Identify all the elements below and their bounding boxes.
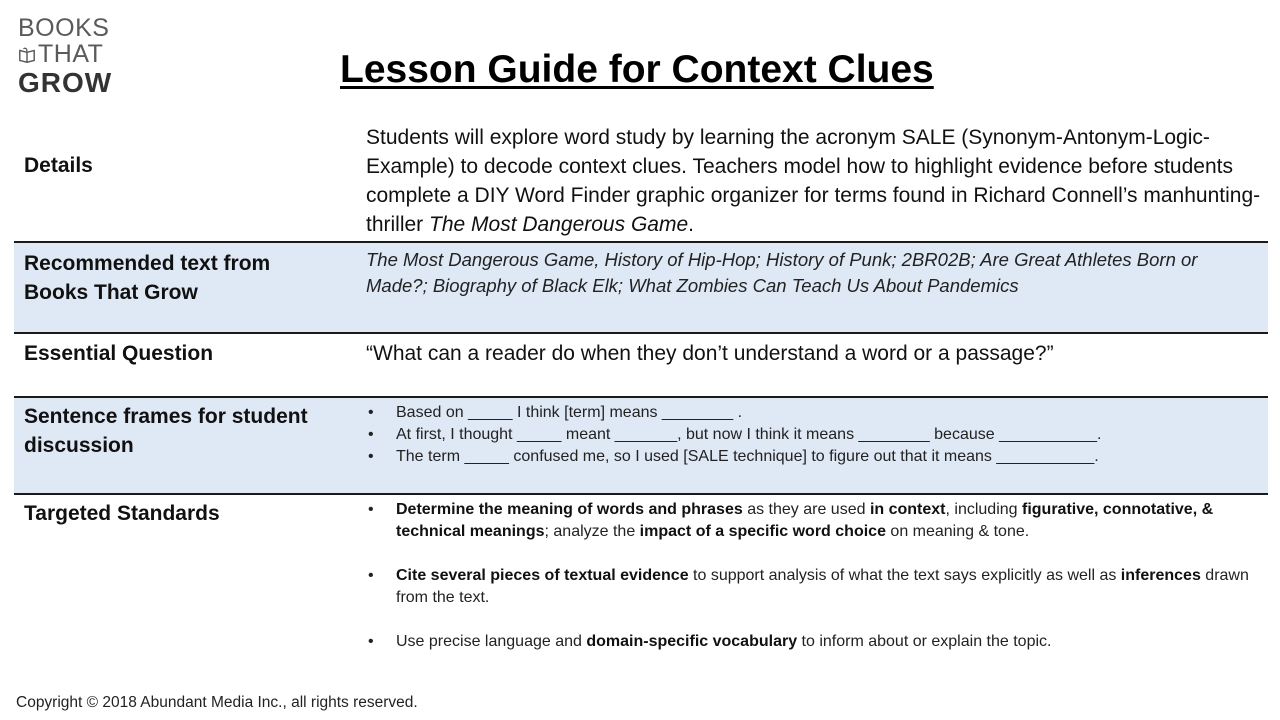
recommended-label: Recommended text from Books That Grow <box>24 252 271 304</box>
standard-text: to inform about or explain the topic. <box>797 633 1052 650</box>
logo-line-grow: GROW <box>18 67 113 98</box>
essential-question-text: “What can a reader do when they don’t understand a word or a passage?” <box>366 342 1054 365</box>
sentence-frames-content <box>366 402 1261 468</box>
essential-question-row <box>14 334 1268 396</box>
essential-question-label: Essential Question <box>24 342 214 365</box>
sentence-frame-item: • At first, I thought _____ meant _______, but now I think it means ________ because ___________. <box>366 424 1261 446</box>
details-text <box>366 123 1261 239</box>
sentence-frames-row <box>14 398 1268 493</box>
standard-item <box>366 565 1261 609</box>
standard-text: drawn from the text. <box>396 567 1249 606</box>
books-that-grow-logo <box>18 16 112 97</box>
standard-text: ; analyze the <box>544 523 640 540</box>
details-text-end: . <box>688 213 694 236</box>
page-title: Lesson Guide for Context Clues <box>340 48 934 91</box>
sentence-frames-list <box>366 402 1261 468</box>
details-text-main: Students will explore word study by learning the acronym SALE (Synonym-Antonym-Logic-Example) to decode context clues. Teachers model how to highlight evidence before students complete a DIY Word Finder graphic organizer for terms found in Richard Connell’s manhunting-thriller <box>366 126 1261 236</box>
standard-bold-text: figurative, connotative, & technical meanings <box>396 501 1214 540</box>
standard-item <box>366 499 1261 543</box>
targeted-standards-content <box>366 499 1261 675</box>
standard-bold-text: inferences <box>1120 567 1201 584</box>
standard-text: Use precise language and <box>396 633 587 650</box>
details-row <box>14 120 1268 242</box>
targeted-standards-label: Targeted Standards <box>24 502 220 525</box>
recommended-text: The Most Dangerous Game, History of Hip-Hop; History of Punk; 2BR02B; Are Great Athletes Born or Made?; Biography of Black Elk; What Zombies Can Teach Us About Pandemics <box>366 249 1198 296</box>
targeted-standards-list <box>366 499 1261 653</box>
standard-bold-text: impact of a specific word choice <box>639 523 886 540</box>
standard-text: as they are used <box>742 501 870 518</box>
targeted-standards-row <box>14 495 1268 670</box>
logo-line-that-row <box>18 42 112 67</box>
standard-bold-text: Cite several pieces of textual evidence <box>396 567 689 584</box>
standard-bold-text: in context <box>869 501 946 518</box>
copyright-notice: Copyright © 2018 Abundant Media Inc., all rights reserved. <box>16 694 418 711</box>
sentence-frame-item: • The term _____ confused me, so I used [SALE technique] to figure out that it means ___________. <box>366 446 1261 468</box>
standard-text: , including <box>945 501 1022 518</box>
details-text-book-title: The Most Dangerous Game <box>429 213 689 236</box>
details-label: Details <box>24 154 93 177</box>
open-book-icon <box>18 46 36 64</box>
sentence-frames-label: Sentence frames for student discussion <box>24 405 308 457</box>
logo-line-books: BOOKS <box>18 14 110 42</box>
standard-item <box>366 631 1261 653</box>
sentence-frame-item: • Based on _____ I think [term] means ________ . <box>366 402 1261 424</box>
standard-text: to support analysis of what the text says explicitly as well as <box>688 567 1121 584</box>
standard-text: on meaning & tone. <box>885 523 1030 540</box>
recommended-row <box>14 243 1268 332</box>
standard-bold-text: domain-specific vocabulary <box>586 633 798 650</box>
standard-bold-text: Determine the meaning of words and phrases <box>396 501 743 518</box>
logo-line-that: THAT <box>38 40 104 68</box>
